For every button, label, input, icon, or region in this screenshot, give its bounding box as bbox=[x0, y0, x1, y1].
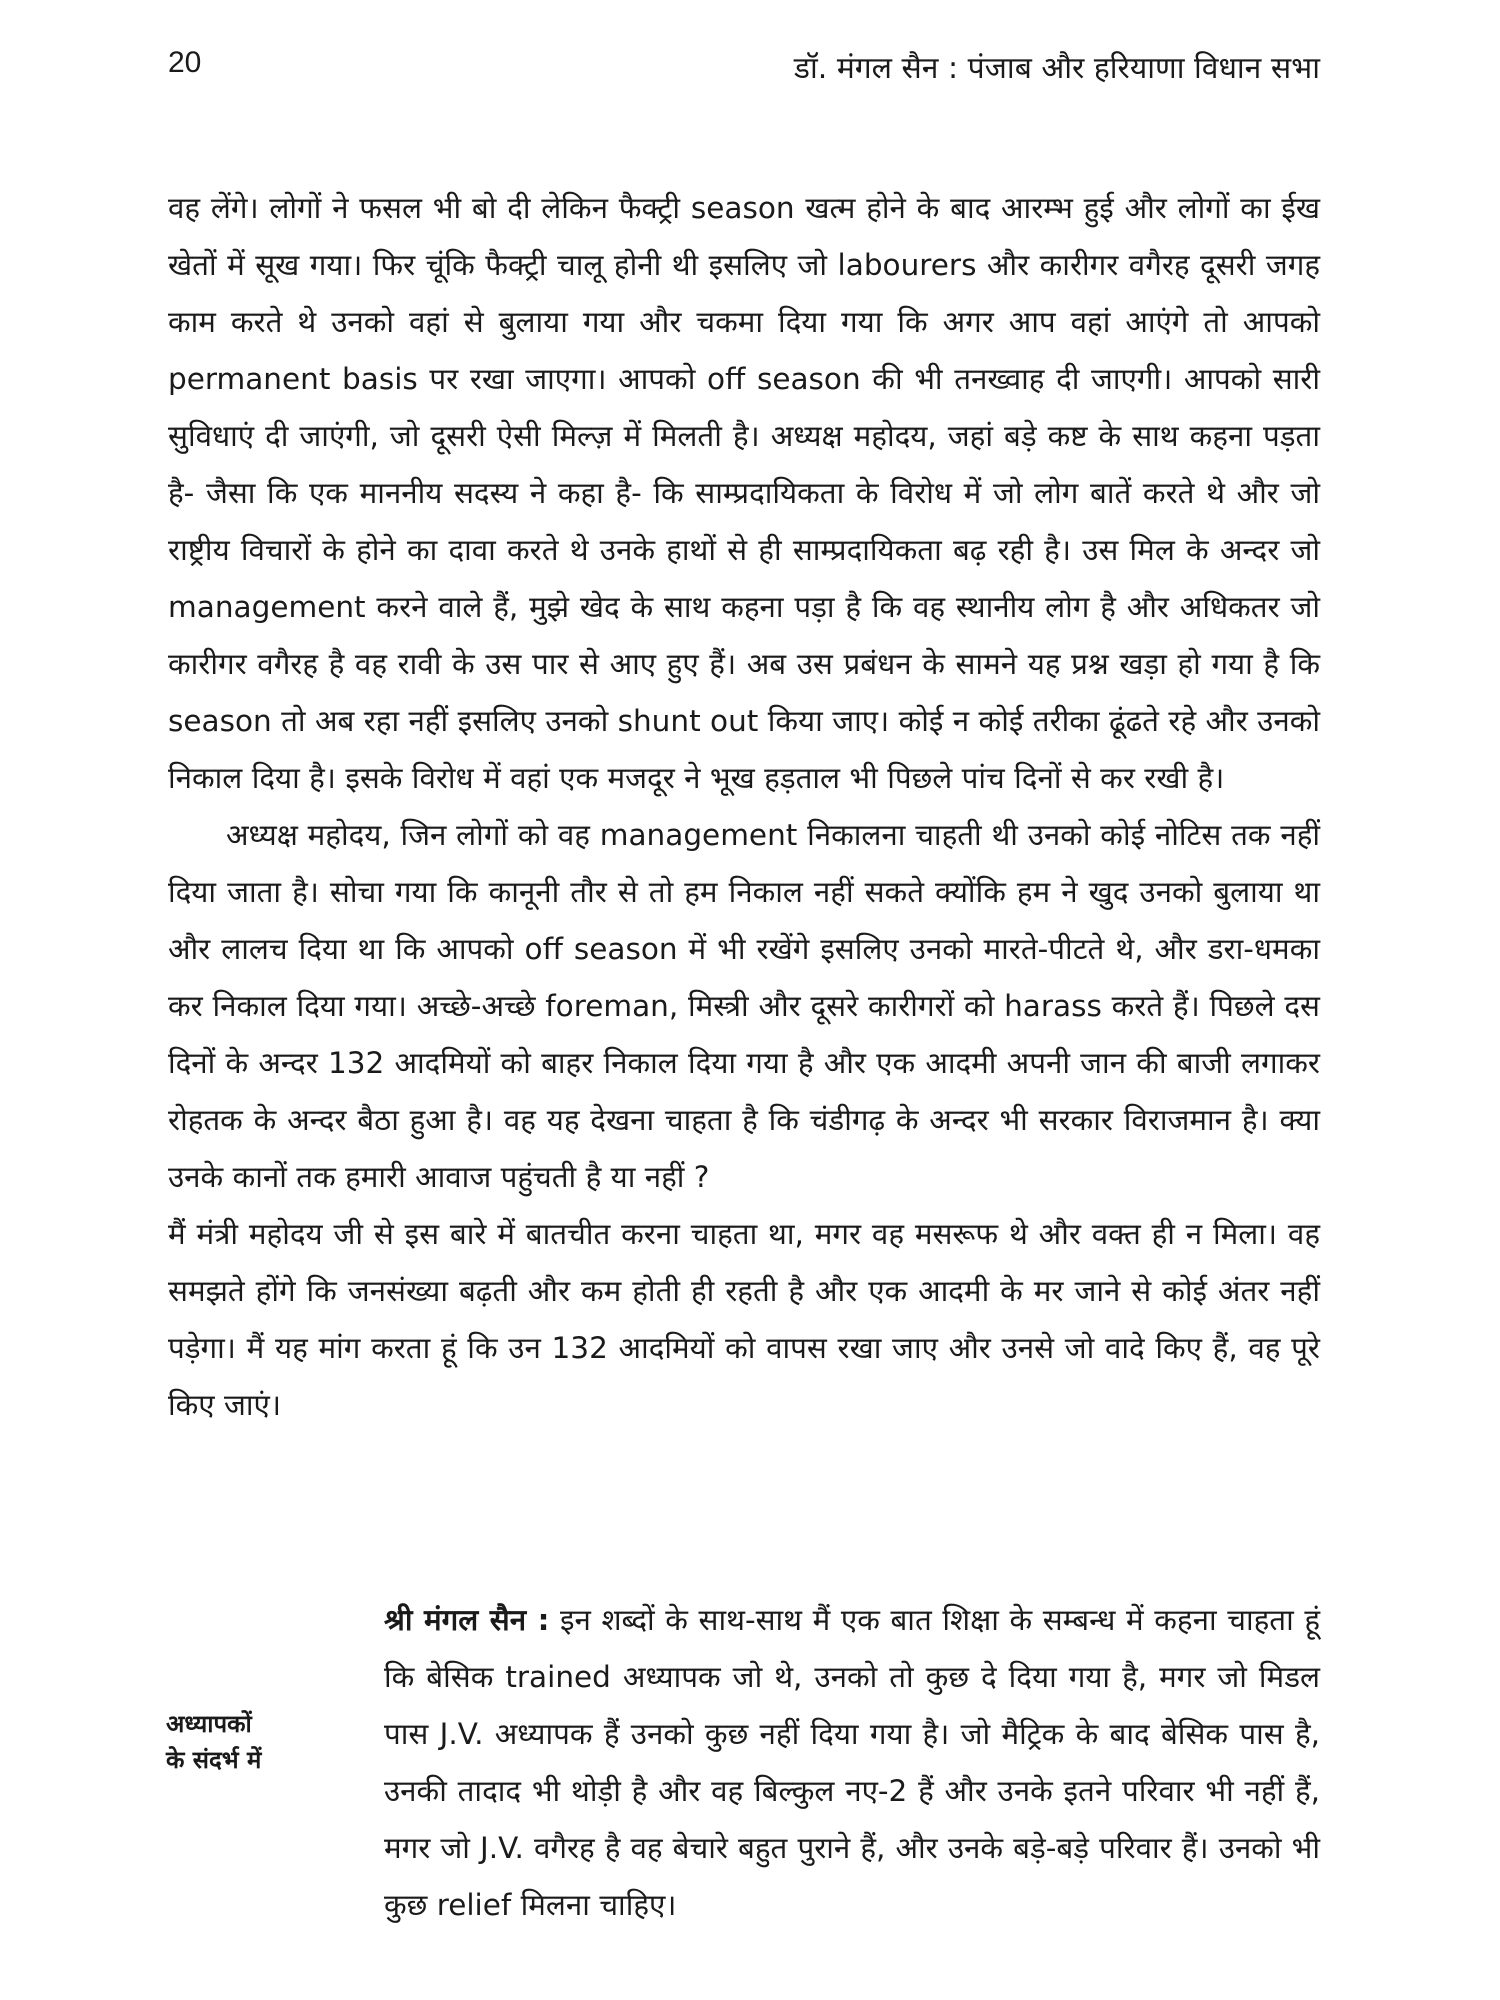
margin-note-line-2: के संदर्भ में bbox=[166, 1746, 262, 1774]
paragraph-3: मैं मंत्री महोदय जी से इस बारे में बातचीत करना चाहता था, मगर वह मसरूफ थे और वक्त ही न मिला। वह समझते होंगे कि जनसंख्या बढ़ती और कम होती ही रहती है और एक आदमी के मर जाने से कोई अंतर नहीं पड़ेगा। मैं यह मांग करता हूं कि उन 132 आदमियों को वापस रखा जाए और उनसे जो वादे किए हैं, वह पूरे किए जाएं। bbox=[168, 1217, 1320, 1422]
speech-paragraph bbox=[384, 1592, 1320, 1934]
page-header bbox=[160, 38, 1320, 98]
speaker-name: श्री मंगल सैन : bbox=[384, 1603, 550, 1637]
speech-block bbox=[384, 1592, 1320, 1934]
page-number: 20 bbox=[168, 46, 202, 79]
body-text bbox=[168, 180, 1320, 1434]
speech-text: इन शब्दों के साथ-साथ मैं एक बात शिक्षा के सम्बन्ध में कहना चाहता हूं कि बेसिक trained अध्यापक जो थे, उनको तो कुछ दे दिया गया है, मगर जो मिडल पास J.V. अध्यापक हैं उनको कुछ नहीं दिया गया है। जो मैट्रिक के बाद बेसिक पास है, उनकी तादाद भी थोड़ी है और वह बिल्कुल नए-2 हैं और उनके इतने परिवार भी नहीं हैं, मगर जो J.V. वगैरह है वह बेचारे बहुत पुराने हैं, और उनके बड़े-बड़े परिवार हैं। उनको भी कुछ relief मिलना चाहिए। bbox=[384, 1603, 1320, 1922]
running-head: डॉ. मंगल सैन : पंजाब और हरियाणा विधान सभा bbox=[793, 51, 1320, 86]
paragraph-2: अध्यक्ष महोदय, जिन लोगों को वह management निकालना चाहती थी उनको कोई नोटिस तक नहीं दिया जाता है। सोचा गया कि कानूनी तौर से तो हम निकाल नहीं सकते क्योंकि हम ने खुद उनको बुलाया था और लालच दिया था कि आपको off season में भी रखेंगे इसलिए उनको मारते-पीटते थे, और डरा-धमका कर निकाल दिया गया। अच्छे-अच्छे foreman, मिस्त्री और दूसरे कारीगरों को harass करते हैं। पिछले दस दिनों के अन्दर 132 आदमियों को बाहर निकाल दिया गया है और एक आदमी अपनी जान की बाजी लगाकर रोहतक के अन्दर बैठा हुआ है। वह यह देखना चाहता है कि चंडीगढ़ के अन्दर भी सरकार विराजमान है। क्या उनके कानों तक हमारी आवाज पहुंचती है या नहीं ? bbox=[168, 818, 1320, 1194]
margin-note-line-1: अध्यापकों bbox=[166, 1710, 252, 1738]
paragraph-1: वह लेंगे। लोगों ने फसल भी बो दी लेकिन फैक्ट्री season खत्म होने के बाद आरम्भ हुई और लोगों का ईख खेतों में सूख गया। फिर चूंकि फैक्ट्री चालू होनी थी इसलिए जो labourers और कारीगर वगैरह दूसरी जगह काम करते थे उनको वहां से बुलाया गया और चकमा दिया गया कि अगर आप वहां आएंगे तो आपको permanent basis पर रखा जाएगा। आपको off season की भी तनख्वाह दी जाएगी। आपको सारी सुविधाएं दी जाएंगी, जो दूसरी ऐसी मिल्ज़ में मिलती है। अध्यक्ष महोदय, जहां बड़े कष्ट के साथ कहना पड़ता है- जैसा कि एक माननीय सदस्य ने कहा है- कि साम्प्रदायिकता के विरोध में जो लोग बातें करते थे और जो राष्ट्रीय विचारों के होने का दावा करते थे उनके हाथों से ही साम्प्रदायिकता बढ़ रही है। उस मिल के अन्दर जो management करने वाले हैं, मुझे खेद के साथ कहना पड़ा है कि वह स्थानीय लोग है और अधिकतर जो कारीगर वगैरह है वह रावी के उस पार से आए हुए हैं। अब उस प्रबंधन के सामने यह प्रश्न खड़ा हो गया है कि season तो अब रहा नहीं इसलिए उनको shunt out किया जाए। कोई न कोई तरीका ढूंढते रहे और उनको निकाल दिया है। इसके विरोध में वहां एक मजदूर ने भूख हड़ताल भी पिछले पांच दिनों से कर रखी है। bbox=[168, 191, 1320, 795]
margin-note bbox=[166, 1706, 316, 1778]
